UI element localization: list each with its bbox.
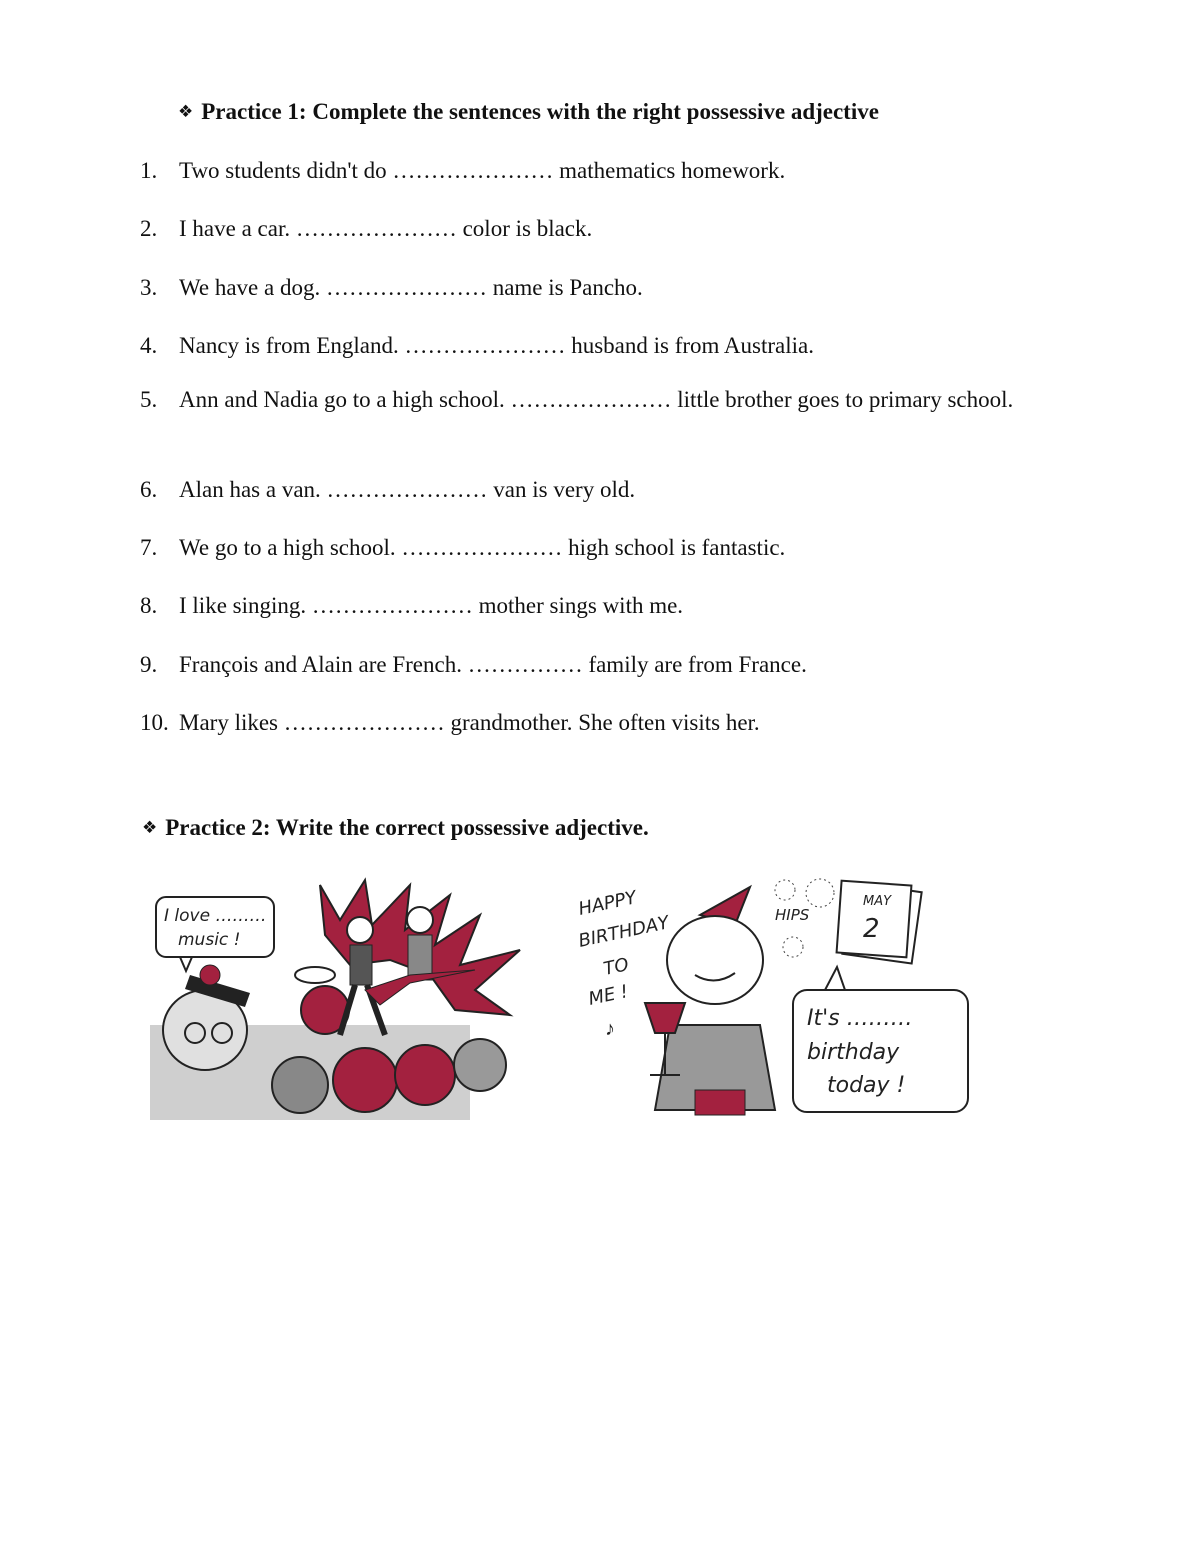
- exercise-item: [140, 531, 1040, 564]
- exercise-item: [140, 154, 1040, 187]
- item-sentence: Mary likes ………………… grandmother. She often visits her.: [179, 710, 760, 735]
- hips-text: HIPS: [775, 906, 810, 924]
- practice-1-title: Practice 1: Complete the sentences with the right possessive adjective: [201, 99, 879, 124]
- exercise-item: [140, 706, 1040, 739]
- exercise-item: [140, 329, 1040, 362]
- diamond-bullet-icon: ❖: [178, 102, 194, 122]
- exercise-item: [140, 271, 1040, 304]
- item-number: 3.: [140, 275, 158, 300]
- concert-bubble-line-2: music !: [178, 930, 241, 950]
- item-number: 7.: [140, 535, 158, 560]
- item-sentence: We go to a high school. ………………… high school is fantastic.: [179, 535, 786, 560]
- item-sentence: We have a dog. ………………… name is Pancho.: [179, 275, 643, 300]
- item-number: 10.: [140, 710, 169, 735]
- concert-bubble-line-1: I love ………: [164, 906, 267, 926]
- practice-2-title: Practice 2: Write the correct possessive adjective.: [165, 815, 649, 840]
- practice-1-heading: [178, 99, 879, 125]
- birthday-bubble-line-3: today !: [827, 1073, 906, 1098]
- practice-2-heading: [142, 815, 649, 841]
- item-number: 4.: [140, 333, 158, 358]
- birthday-shout-line-2: BIRTHDAY: [576, 912, 671, 952]
- item-number: 1.: [140, 158, 158, 183]
- calendar-day: 2: [863, 914, 880, 944]
- item-sentence: François and Alain are French. …………… family are from France.: [179, 652, 807, 677]
- item-sentence: Nancy is from England. ………………… husband is from Australia.: [179, 333, 814, 358]
- item-number: 8.: [140, 593, 158, 618]
- exercise-item: [140, 473, 1040, 506]
- birthday-shout-line-1: HAPPY: [576, 887, 639, 920]
- music-note-icon: ♪: [605, 1018, 615, 1040]
- birthday-bubble-line-2: birthday: [807, 1040, 900, 1065]
- item-number: 2.: [140, 216, 158, 241]
- concert-cartoon-illustration: [150, 875, 525, 1120]
- item-sentence: Two students didn't do ………………… mathematics homework.: [179, 158, 786, 183]
- birthday-cartoon-illustration: [575, 875, 975, 1120]
- diamond-bullet-icon: ❖: [142, 818, 158, 838]
- item-sentence: Ann and Nadia go to a high school. ………………… little brother goes to primary school.: [179, 387, 1014, 412]
- item-sentence: Alan has a van. ………………… van is very old.: [179, 477, 636, 502]
- birthday-bubble-line-1: It's ………: [807, 1006, 913, 1031]
- item-sentence: I like singing. ………………… mother sings with me.: [179, 593, 684, 618]
- item-sentence: I have a car. ………………… color is black.: [179, 216, 593, 241]
- birthday-shout-line-3: TO: [601, 954, 631, 980]
- birthday-shout-line-4: ME !: [586, 981, 631, 1010]
- calendar-icon: [837, 881, 922, 964]
- exercise-item: [140, 383, 1040, 416]
- exercise-item: [140, 589, 1040, 622]
- item-number: 5.: [140, 387, 158, 412]
- item-number: 6.: [140, 477, 158, 502]
- exercise-item: [140, 648, 1040, 681]
- exercise-item: [140, 212, 1040, 245]
- calendar-month: MAY: [863, 894, 892, 909]
- item-number: 9.: [140, 652, 158, 677]
